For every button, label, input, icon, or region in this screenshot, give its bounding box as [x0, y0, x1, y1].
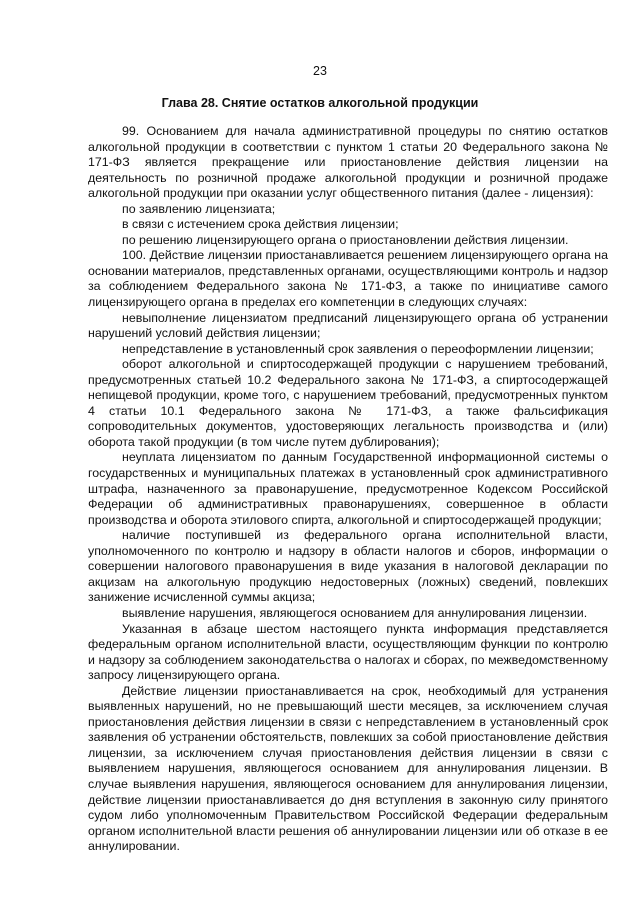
list-item: по решению лицензирующего органа о приостановлении действия лицензии.: [122, 232, 569, 247]
list-item: непредставление в установленный срок заявления о переоформлении лицензии;: [122, 341, 594, 356]
list-item: наличие поступившей из федерального органа исполнительной власти, уполномоченного по контролю и надзору в области налогов и сборов, информации о совершении налогового правонарушения в виде указания в налоговой декларации по акцизам на алкогольную продукцию недостоверных (ложных) сведений, повлекших занижение исчисленной суммы акциза;: [88, 528, 608, 605]
list-item: по заявлению лицензиата;: [122, 201, 276, 216]
document-body: [88, 124, 608, 855]
list-item: невыполнение лицензиатом предписаний лицензирующего органа об устранении нарушений условий действия лицензии;: [88, 310, 608, 341]
paragraph-99: 99. Основанием для начала административной процедуры по снятию остатков алкогольной продукции в соответствии с пунктом 1 статьи 20 Федерального закона № 171-ФЗ является прекращение или приостановление действия лицензии на деятельность по розничной продаже алкогольной продукции и розничной продаже алкогольной продукции при оказании услуг общественного питания (далее - лицензия):: [88, 124, 608, 201]
list-item: оборот алкогольной и спиртосодержащей продукции с нарушением требований, предусмотренных статьей 10.2 Федерального закона № 171-ФЗ, а спиртосодержащей непищевой продукции, кроме того, с нарушением требований, предусмотренных пунктом 4 статьи 10.1 Федерального закона № 171-ФЗ, а также фальсификация сопроводительных документов, удостоверяющих легальность производства и (или) оборота такой продукции (в том числе путем дублирования);: [88, 357, 608, 449]
chapter-title: Глава 28. Снятие остатков алкогольной продукции: [161, 96, 479, 110]
list-item: неуплата лицензиатом по данным Государственной информационной системы о государственных и муниципальных платежах в установленный срок административного штрафа, назначенного за правонарушение, предусмотренное Кодексом Российской Федерации об административных правонарушениях, совершенное в области производства и оборота этилового спирта, алкогольной и спиртосодержащей продукции;: [88, 450, 608, 527]
page-number: 23: [313, 64, 327, 78]
paragraph: Действие лицензии приостанавливается на срок, необходимый для устранения выявленных нарушений, но не превышающий шести месяцев, за исключением случая приостановления действия лицензии в связи с непредставлением в установленный срок заявления об устранении обстоятельств, повлекших за собой приостановление действия лицензии, за исключением случая приостановления действия лицензии в связи с выявлением нарушения, являющегося основанием для аннулирования лицензии. В случае выявления нарушения, являющегося основанием для аннулирования лицензии, действие лицензии приостанавливается до дня вступления в законную силу принятого судом либо уполномоченным Правительством Российской Федерации федеральным органом исполнительной власти решения об аннулировании лицензии или об отказе в ее аннулировании.: [88, 683, 608, 854]
list-item: выявление нарушения, являющегося основанием для аннулирования лицензии.: [122, 605, 588, 620]
paragraph-100: 100. Действие лицензии приостанавливается решением лицензирующего органа на основании материалов, представленных органами, осуществляющими контроль и надзор за соблюдением Федерального закона № 171-ФЗ, а также по инициативе самого лицензирующего органа в пределах его компетенции в следующих случаях:: [88, 248, 608, 310]
list-item: в связи с истечением срока действия лицензии;: [122, 217, 399, 232]
paragraph: Указанная в абзаце шестом настоящего пункта информация представляется федеральным органом исполнительной власти, осуществляющим функции по контролю и надзору за соблюдением законодательства о налогах и сборах, по межведомственному запросу лицензирующего органа.: [88, 621, 608, 683]
